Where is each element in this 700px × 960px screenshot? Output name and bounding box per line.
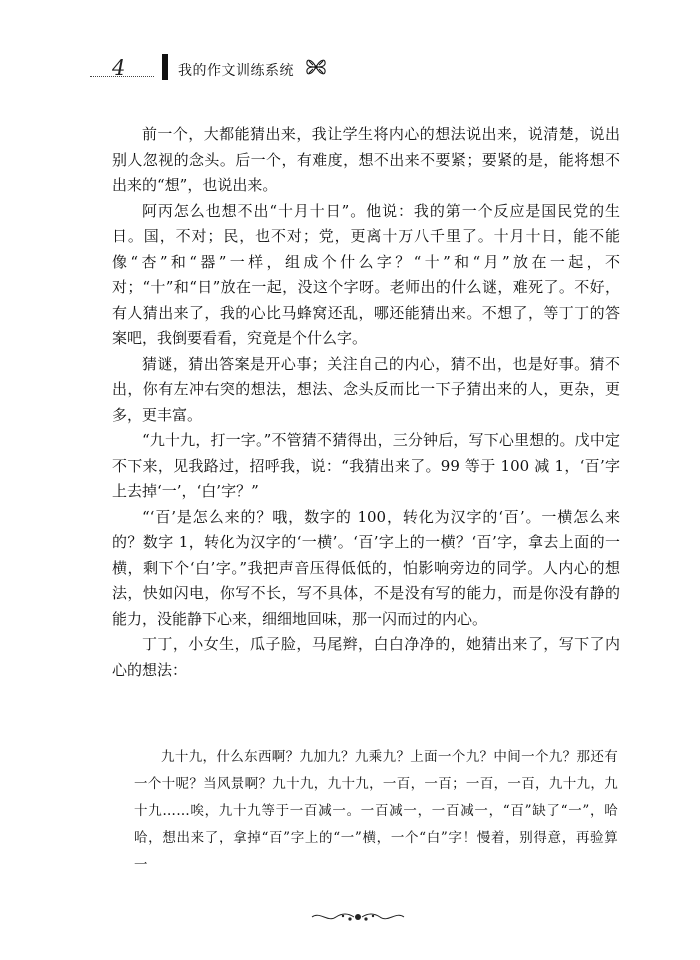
butterfly-ornament-icon bbox=[304, 55, 328, 79]
running-header bbox=[90, 52, 630, 92]
header-bar bbox=[162, 54, 168, 80]
series-title: 我的作文训练系统 bbox=[178, 63, 294, 79]
main-text bbox=[112, 122, 620, 683]
paragraph: 猜谜，猜出答案是开心事；关注自己的内心，猜不出，也是好事。猜不出，你有左冲右突的想法，想法、念头反而比一下子猜出来的人，更杂，更多，更丰富。 bbox=[112, 354, 620, 424]
paragraph: “九十九，打一字。”不管猜不猜得出，三分钟后，写下心里想的。戊中定不下来，见我路过，招呼我，说：“我猜出来了。99 等于 100 减 1，‘百’字上去掉‘一’，‘白’字？” bbox=[112, 431, 620, 500]
quote-paragraph: 九十九，什么东西啊？九加九？九乘九？上面一个九？中间一个九？那还有一个十呢？当风景啊？九十九，九十九，一百，一百；一百，一百，九十九，九十九……唉，九十九等于一百减一。一百减一，一百减一，“百”缺了“一”，哈哈，想出来了，拿掉“百”字上的“一”横，一个“白”字！慢着，别得意，再验算一 bbox=[134, 749, 618, 873]
paragraph: 阿丙怎么也想不出“十月十日”。他说：我的第一个反应是国民党的生日。国，不对；民，也不对；党，更离十万八千里了。十月十日，能不能像“杏”和“器”一样，组成个什么字？“十”和“月”放在一起，不对；“十”和“日”放在一起，没这个字呀。老师出的什么谜，难死了。不好，有人猜出来了，我的心比马蜂窝还乱，哪还能猜出来。不想了，等丁丁的答案吧，我倒要看看，究竟是个什么字。 bbox=[112, 201, 620, 347]
paragraph: “‘百’是怎么来的？哦，数字的 100，转化为汉字的‘百’。一横怎么来的？数字 1，转化为汉字的‘一横’。‘百’字上的一横？‘百’字，拿去上面的一横，剩下个‘白’字。”我把声音压得低低的，怕影响旁边的同学。人内心的想法，快如闪电，你写不长，写不具体，不是没有写的能力，而是你没有静的能力，没能静下心来，细细地回味，那一闪而过的内心。 bbox=[112, 507, 620, 628]
student-quote-block bbox=[134, 744, 618, 879]
paragraph: 丁丁，小女生，瓜子脸，马尾辫，白白净净的，她猜出来了，写下了内心的想法： bbox=[112, 635, 620, 679]
page-number: 4 bbox=[112, 56, 126, 80]
paragraph: 前一个，大都能猜出来，我让学生将内心的想法说出来，说清楚，说出别人忽视的念头。后一个，有难度，想不出来不要紧；要紧的是，能将想不出来的“想”，也说出来。 bbox=[112, 125, 620, 194]
footer-flourish-icon bbox=[310, 910, 406, 924]
